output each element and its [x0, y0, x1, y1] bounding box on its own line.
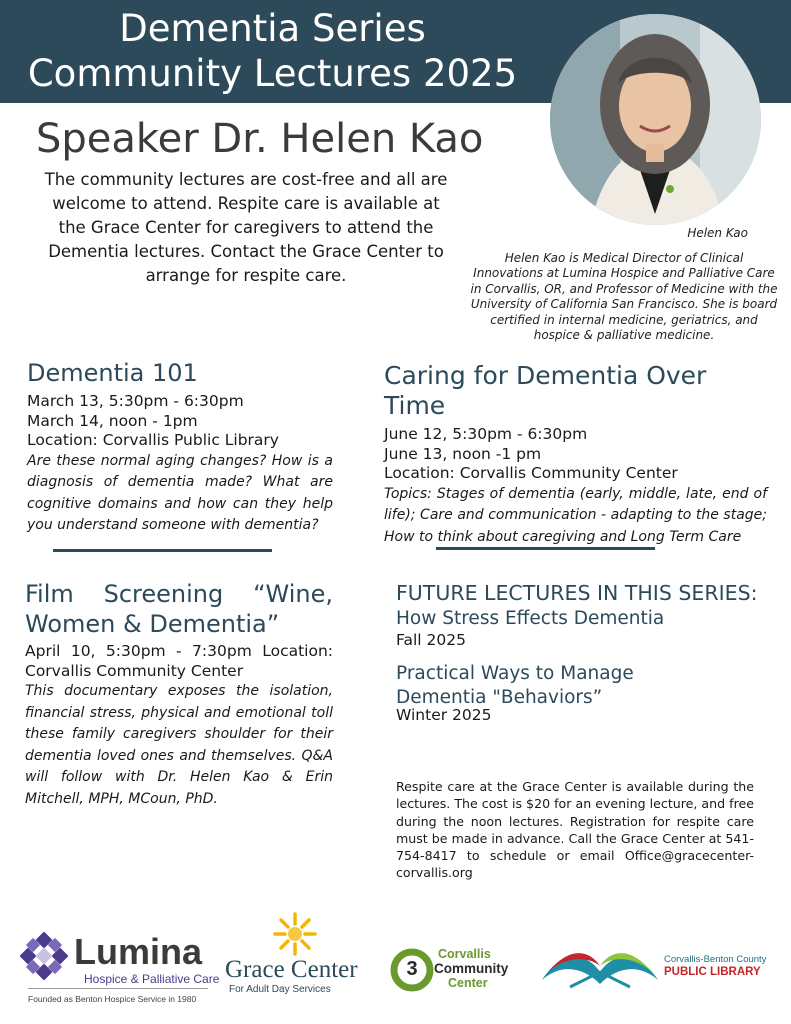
lecture-title: Caring for Dementia Over Time — [384, 361, 707, 420]
lecture-date: June 13, noon -1 pm — [384, 444, 542, 463]
future-lecture-when: Winter 2025 — [396, 706, 492, 724]
lumina-founded: Founded as Benton Hospice Service in 1980 — [28, 994, 197, 1004]
lecture-description: This documentary exposes the isolation, financial stress, physical and emotional toll these family caregivers shoulder for their dementia loved ones and themselves. Q&A will follow with Dr. Helen Kao & Erin Mitchell, MPH, MCoun, PhD. — [25, 683, 333, 807]
future-lectures — [396, 580, 766, 724]
ccc-number: 3 — [406, 958, 418, 980]
page-title-line2: Community Lectures 2025 — [27, 52, 518, 95]
future-lecture-title: How Stress Effects Dementia — [396, 608, 665, 629]
section-divider — [53, 549, 272, 552]
speaker-portrait-illustration — [550, 14, 761, 225]
lumina-name: Lumina — [74, 931, 203, 972]
lecture-date: March 14, noon - 1pm — [27, 411, 198, 430]
lumina-flower-icon — [20, 932, 68, 980]
library-line2: PUBLIC LIBRARY — [664, 966, 761, 978]
lecture-description: Are these normal aging changes? How is a diagnosis of dementia made? What are cognitive domains and how can they help you understand someone with dementia? — [27, 452, 333, 533]
speaker-photo — [550, 14, 761, 225]
lumina-rule — [28, 988, 208, 989]
grace-center-subtitle: For Adult Day Services — [229, 984, 331, 995]
ccc-line1: Corvallis — [438, 947, 491, 961]
grace-center-logo — [225, 912, 385, 1000]
intro-text: The community lectures are cost-free and all are welcome to attend. Respite care is available at the Grace Center for caregivers to attend the Dementia lectures. Contact the Grace Center to arrange for respite care. — [44, 170, 448, 285]
lecture-date: March 13, 5:30pm - 6:30pm — [27, 392, 244, 410]
lecture-title-line1: Film Screening “Wine, — [25, 580, 333, 608]
future-lecture-when: Fall 2025 — [396, 631, 466, 649]
ccc-line3: Center — [448, 976, 488, 990]
lumina-logo — [20, 931, 220, 1012]
future-lecture-title-line2: Dementia "Behaviors” — [396, 687, 603, 708]
sun-icon — [273, 912, 317, 956]
lecture-caring-over-time — [384, 361, 767, 548]
lecture-description: Topics: Stages of dementia (early, middle, late, end of life); Care and communication - adapting to the stage; How to think about caregiving and Long Term Care — [384, 485, 767, 545]
speaker-title: Speaker Dr. Helen Kao — [36, 116, 484, 162]
ccc-line2: Community — [434, 961, 509, 976]
page-title-line1: Dementia Series — [119, 7, 426, 50]
section-divider — [436, 547, 655, 550]
grace-center-name: Grace Center — [225, 956, 358, 983]
future-lecture-title-line1: Practical Ways to Manage — [396, 663, 634, 684]
lumina-subtitle: Hospice & Palliative Care — [84, 972, 220, 986]
lecture-film-screening — [25, 579, 333, 810]
open-book-icon — [540, 942, 660, 992]
lecture-date: June 12, 5:30pm - 6:30pm — [384, 425, 588, 443]
public-library-logo — [540, 940, 775, 995]
lecture-location: Location: Corvallis Community Center — [384, 464, 678, 482]
speaker-bio: Helen Kao is Medical Director of Clinical Innovations at Lumina Hospice and Palliative Care in Corvallis, OR, and Professor of Medicine with the University of California San Francisco. She is board certified in internal medicine, geriatrics, and hospice & palliative medicine. — [470, 251, 778, 343]
lecture-title-line2: Women & Dementia” — [25, 610, 280, 638]
lecture-location: Location: Corvallis Public Library — [27, 431, 279, 449]
lecture-dementia-101 — [27, 358, 333, 537]
library-line1: Corvallis-Benton County — [664, 954, 767, 965]
lecture-details: April 10, 5:30pm - 7:30pm Location: Corvallis Community Center — [25, 642, 333, 680]
photo-caption: Helen Kao — [687, 226, 748, 240]
future-lectures-heading: FUTURE LECTURES IN THIS SERIES: — [396, 581, 758, 605]
page-title — [0, 6, 545, 96]
respite-care-note: Respite care at the Grace Center is available during the lectures. The cost is $20 for an evening lecture, and free during the noon lectures. Registration for respite care must be made in advance. Call the Grace Center at 541-754-8417 to schedule or email Office@gracecenter-corvallis.org — [396, 779, 754, 881]
lecture-title: Dementia 101 — [27, 359, 198, 387]
corvallis-community-center-logo — [390, 946, 525, 994]
